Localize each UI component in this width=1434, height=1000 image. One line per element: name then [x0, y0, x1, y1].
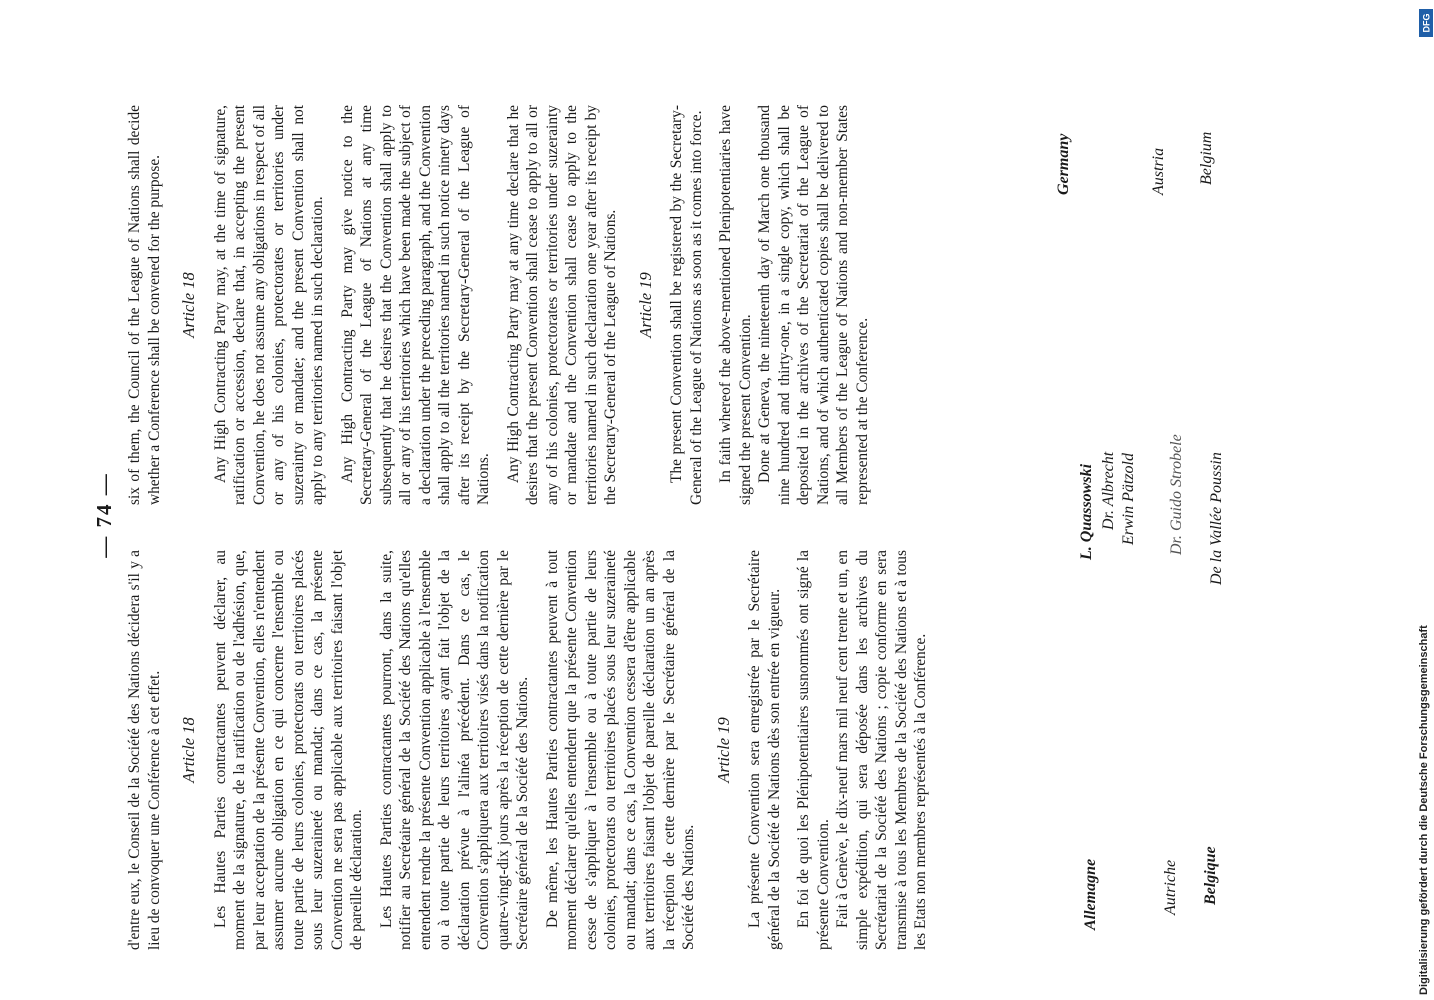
- germany-fr-label: Allemagne: [1082, 858, 1099, 930]
- fr-article-18-title: Article 18: [179, 717, 198, 783]
- en-article-19-title: Article 19: [635, 272, 655, 338]
- belgium-en-label: Belgium: [1198, 131, 1215, 185]
- germany-signer-3: Erwin Pätzold: [1120, 452, 1137, 545]
- fr-article-18-paragraph-2: Les Hautes Parties contractantes pourront, dans la suite, notifier au Secrétaire général de la Société des Nations qu'elles entendent rendre la présente Convention applicable à l'ensemble ou à toute partie de leurs territoires ayant fait l'objet de la déclaration prévue à l'alinéa précédent. Dans ce cas, le Convention s'appliquera aux territoires visés dans la notification quatre-vingt-dix jours après la réception de cette dernière par le Secrétaire général de la Société des Nations.: [377, 550, 531, 950]
- belgium-signer: De la Vallée Poussin: [1208, 452, 1225, 585]
- germany-signer-2: Dr. Albrecht: [1100, 451, 1117, 530]
- en-article-18-paragraph-1: Any High Contracting Party may, at the time of signature, ratification or accession, declare that, in accepting the present Convention, he does not assume any obligations in respect of all or any of his colonies, protectorates or territories under suzerainty or mandate; and the present Convention shall not apply to any territories named in such declaration.: [211, 105, 326, 505]
- fr-article-18-paragraph-1: Les Hautes Parties contractantes peuvent déclarer, au moment de la signature, de la ratification ou de l'adhésion, que, par leur acceptation de la présente Convention, elles n'entendent assumer aucune obligation en ce qui concerne l'ensemble ou toute partie de leurs colonies, protectorats ou territoires placés sous leur suzeraineté ou mandat; dans ce cas, la présente Convention ne sera pas applicable aux territoires faisant l'objet de pareille déclaration.: [211, 550, 365, 950]
- french-column: [125, 550, 931, 950]
- en-continuation-paragraph: six of them, the Council of the League of Nations shall decide whether a Conference shall be convened for the purpose.: [126, 105, 163, 505]
- austria-en-label: Austria: [1150, 147, 1167, 195]
- dfg-logo-text: DFG: [1421, 13, 1431, 33]
- en-article-18-paragraph-3: Any High Contracting Party may at any time declare that he desires that the present Convention shall cease to apply to all or any of his colonies, protectorates or territories under suzerainty or mandate and the Convention shall cease to apply to the territories named in such declaration one year after its receipt by the Secretary-General of the League of Nations.: [504, 105, 619, 505]
- en-faith-paragraph: In faith whereof the above-mentioned Plenipotentiaries have signed the present Convention.: [717, 105, 754, 505]
- rotated-page: [50, 80, 1380, 950]
- fr-faith-paragraph: En foi de quoi les Plénipotentiaires susnommés ont signé la présente Convention.: [795, 550, 832, 950]
- fr-article-18-paragraph-3: De même, les Hautes Parties contractantes peuvent à tout moment déclarer qu'elles entendent que la présente Convention cesse de s'appliquer à l'ensemble ou à toute partie de leurs colonies, protectorats ou territoires placés sous leur suzeraineté ou mandat; dans ce cas, la Convention cessera d'être applicable aux territoires faisant l'objet de pareille déclaration un an après la réception de cette dernière par le Secrétaire général de la Société des Nations.: [543, 550, 697, 950]
- germany-signer-1: L. Quassowski: [1078, 463, 1095, 560]
- fr-article-19-paragraph: La présente Convention sera enregistrée par le Secrétaire général de la Société de Nations dès son entrée en vigueur.: [746, 550, 783, 950]
- page-number: — 74 —: [92, 472, 116, 558]
- fr-continuation-paragraph: d'entre eux, le Conseil de la Société des Nations décidera s'il y a lieu de convoquer une Conférence à cet effet.: [126, 550, 163, 950]
- fr-article-19-title: Article 19: [713, 717, 733, 783]
- germany-en-label: Germany: [1055, 133, 1072, 195]
- fr-done-paragraph: Fait à Genève, le dix-neuf mars mil neuf cent trente et un, en simple expédition, qui sera déposée dans les archives du Secrétariat de la Société des Nations ; copie conforme en sera transmise à tous les Membres de la Société des Nations et à tous les Etats non membres représentés à la Conférence.: [834, 550, 929, 950]
- en-article-19-paragraph: The present Convention shall be registered by the Secretary-General of the League of Nations as soon as it comes into force.: [668, 105, 705, 505]
- en-article-18-paragraph-2: Any High Contracting Party may give notice to the Secretary-General of the League of Nations at any time subsequently that he desires that the Convention shall apply to all or any of his territories which have been made the subject of a declaration under the preceding paragraph, and the Convention shall apply to all the territories named in such notice ninety days after its receipt by the Secretary-General of the League of Nations.: [338, 105, 492, 505]
- en-done-paragraph: Done at Geneva, the nineteenth day of March one thousand nine hundred and thirty-one, in a single copy, which shall be deposited in the archives of the Secretariat of the League of Nations, and of which authenticated copies shall be delivered to all Members of the League of Nations and non-member States represented at the Conference.: [756, 105, 871, 505]
- austria-fr-label: Autriche: [1162, 859, 1179, 915]
- austria-signer: Dr. Guido Strobele: [1168, 434, 1185, 555]
- belgium-fr-label: Belgique: [1202, 846, 1219, 905]
- en-article-18-title: Article 18: [179, 272, 198, 338]
- digitization-note: Digitalisierung gefördert durch die Deutsche Forschungsgemeinschaft: [1418, 625, 1430, 995]
- english-column: [125, 105, 872, 505]
- dfg-logo-icon: [1419, 9, 1433, 37]
